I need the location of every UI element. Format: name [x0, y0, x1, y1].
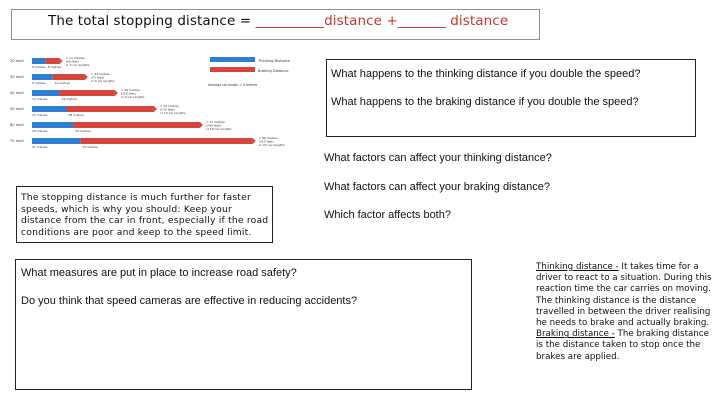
definitions	[536, 262, 714, 363]
thinking-distance-label: 9 metres	[32, 81, 46, 85]
title-blank-1: __________	[255, 13, 325, 29]
stopping-distance-diagram	[10, 52, 310, 167]
braking-distance-label: 55 metres	[75, 129, 91, 133]
thinking-bar	[32, 106, 67, 112]
braking-bar	[67, 106, 154, 112]
total-distance-label: or 3 car lengths	[65, 63, 90, 68]
question-road-safety: What measures are put in place to increase road safety?	[21, 267, 297, 279]
legend-braking-swatch	[210, 67, 255, 72]
title-middle: distance +	[324, 13, 398, 29]
row-speed-label: 50 mph	[10, 107, 24, 111]
total-distance-label: (75 feet)	[90, 75, 104, 80]
question-speed-cameras: Do you think that speed cameras are effective in reducing accidents?	[21, 295, 358, 307]
total-distance-label: (315 feet)	[258, 139, 274, 144]
total-distance-label: = 12 metres	[65, 56, 85, 60]
thinking-bar	[32, 90, 60, 96]
braking-distance-label: 6 metres	[47, 65, 62, 69]
braking-bar	[46, 58, 60, 64]
total-distance-label: = 53 metres	[159, 104, 179, 108]
braking-distance-label: 75 metres	[82, 145, 98, 149]
thinking-distance-label: 12 metres	[32, 97, 48, 101]
row-speed-label: 60 mph	[10, 123, 24, 127]
braking-bar-arrow	[115, 90, 118, 96]
total-distance-label: or 18 car lengths	[205, 127, 232, 132]
question-thinking-factors: What factors can affect your thinking distance?	[324, 152, 552, 164]
average-car-length-note: Average car length = 4 metres	[208, 83, 258, 87]
question-both-factors: Which factor affects both?	[324, 209, 451, 221]
total-distance-label: = 23 metres	[90, 72, 110, 76]
speed-note-text: The stopping distance is much further for faster speeds, which is why you should: Keep your distance from the car in front, especially if the road conditions are poor and keep to the speed limit.	[21, 192, 269, 238]
braking-distance-label: 24 metres	[61, 97, 77, 101]
braking-distance-definition: The braking distance is the distance taken to stop once the brakes are applied.	[536, 329, 709, 362]
braking-bar-arrow	[154, 106, 157, 112]
title-prefix: The total stopping distance =	[48, 13, 256, 29]
total-distance-label: = 36 metres	[120, 88, 140, 92]
thinking-distance-definition: It takes time for a driver to react to a situation. During this reaction time the car carries on moving. The thinking distance is the distance travelled in between the driver realising he needs to brake and actually braking.	[536, 262, 712, 329]
total-distance-label: (175 feet)	[159, 107, 175, 112]
speed-note-box	[16, 186, 273, 243]
total-distance-label: or 13 car lengths	[159, 111, 186, 116]
braking-bar-arrow	[253, 138, 256, 144]
thinking-distance-label: 15 metres	[32, 113, 48, 117]
braking-bar	[80, 138, 253, 144]
total-distance-label: = 96 metres	[258, 136, 278, 140]
question-thinking-double: What happens to the thinking distance if you double the speed?	[331, 68, 641, 80]
thinking-bar	[32, 74, 53, 80]
thinking-bar	[32, 58, 46, 64]
total-distance-label: (240 feet)	[205, 123, 221, 128]
total-distance-label: (118 feet)	[120, 91, 136, 96]
question-braking-factors: What factors can affect your braking distance?	[324, 181, 551, 193]
total-distance-label: or 24 car lengths	[258, 143, 285, 148]
braking-distance-term: Braking distance -	[536, 329, 615, 340]
thinking-distance-label: 21 metres	[32, 145, 48, 149]
braking-bar-arrow	[200, 122, 203, 128]
total-distance-label: = 73 metres	[205, 120, 225, 124]
title-blank-2: _______	[397, 13, 446, 29]
title-box	[11, 9, 540, 40]
total-distance-label: (40 feet)	[65, 59, 79, 64]
braking-bar	[60, 90, 115, 96]
braking-distance-label: 14 metres	[54, 81, 70, 85]
legend-braking-label: Braking Distance	[258, 69, 289, 73]
thinking-distance-term: Thinking distance -	[536, 262, 619, 272]
title-text	[48, 13, 508, 29]
row-speed-label: 30 mph	[10, 75, 24, 79]
braking-distance-label: 38 metres	[68, 113, 84, 117]
thinking-bar	[32, 138, 80, 144]
braking-bar-arrow	[85, 74, 88, 80]
row-speed-label: 70 mph	[10, 139, 24, 143]
braking-bar	[53, 74, 85, 80]
thinking-distance-label: 6 metres	[32, 65, 46, 69]
road-safety-box	[15, 259, 472, 390]
row-speed-label: 20 mph	[10, 59, 24, 63]
legend-thinking-swatch	[210, 57, 255, 62]
thinking-bar	[32, 122, 73, 128]
legend-thinking-label: Thinking Distance	[258, 59, 291, 63]
row-speed-label: 40 mph	[10, 91, 24, 95]
question-braking-double: What happens to the braking distance if you double the speed?	[331, 96, 639, 108]
questions-box	[326, 59, 696, 137]
braking-bar	[73, 122, 199, 128]
total-distance-label: or 6 car lengths	[90, 79, 115, 84]
title-suffix: distance	[445, 13, 509, 29]
braking-bar-arrow	[60, 58, 63, 64]
total-distance-label: or 9 car lengths	[120, 95, 145, 100]
thinking-distance-label: 18 metres	[32, 129, 48, 133]
